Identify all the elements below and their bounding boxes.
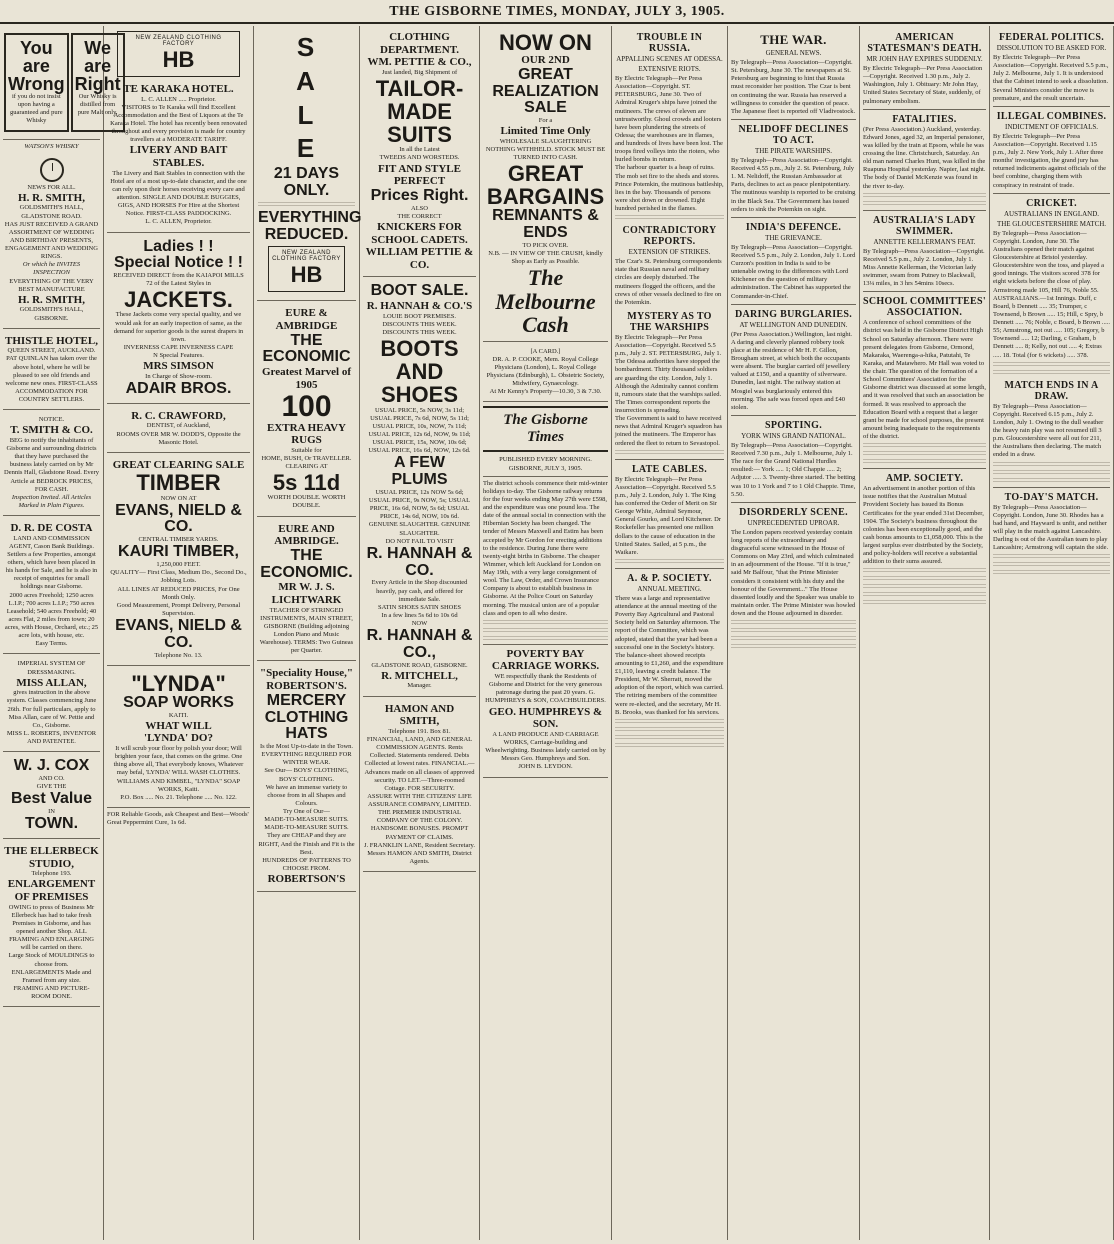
robertsons-name: ROBERTSON'S. [266, 680, 347, 693]
worth-double: WORTH DOUBLE. WORTH DOUBLE. [267, 494, 346, 510]
ellerbeck-studio-ad [3, 842, 100, 1007]
soap-works-heading: SOAP WORKS [123, 693, 234, 711]
selected-line: We have an immense variety to choose from in all Shapes and Colours. [265, 783, 348, 807]
lynda-do: 'LYNDA' DO? [144, 732, 213, 745]
rugs-use: HOME, BUSH, Or TRAVELLER. [261, 454, 352, 462]
newspaper-masthead: THE GISBORNE TIMES, MONDAY, JULY 3, 1905. [0, 0, 1114, 24]
ad-right-line1: We are [84, 38, 112, 76]
visit-body: Every Article in the Shop discounted heavily, pay cash, and offered for immediate Sale. [371, 579, 468, 603]
sporting-heading: SPORTING. [764, 419, 823, 431]
de-costa-body: LAND AND COMMISSION AGENT, Cason Bank Buildings. Settlers a few Properties, amongst others, which have been placed in his hands for Sale, and he is also in receipt of enquiries for small holdings near Gisborne. [5, 534, 98, 591]
column-3-advertisements [254, 26, 360, 1240]
thistle-hotel-ad [3, 332, 100, 411]
india-defence-heading: INDIA'S DEFENCE. [745, 221, 842, 233]
fit-style: FIT AND STYLE PERFECT [378, 162, 461, 188]
federal-politics-heading: FEDERAL POLITICS. [998, 32, 1105, 43]
disorderly-scene-heading: DISORDERLY SCENE. [739, 506, 848, 518]
received-direct: RECEIVED DIRECT from the KAIAPOI MILLS [113, 272, 244, 280]
kauri-heading: KAURI TIMBER, [118, 543, 239, 561]
cox-name: W. J. COX [13, 757, 90, 775]
jackets-body: These Jackets come very special quality, and we would ask for an early inspection of same, as the demand for superior goods is the surest drapers in town. [113, 311, 244, 343]
te-karaka-hotel-ad [107, 80, 250, 233]
hb-logo-label-2: NEW ZEALAND CLOTHING FACTORY [272, 250, 341, 263]
disorderly-scene-body: The London papers received yesterday contain long reports of the extraordinary and disgraceful scene witnessed in the House of Commons on May 23rd, and which culminated in an adjournment of the House. "If it is true," said Mr Balfour, "that the Prime Minister considers it consistent with his duty and the honour of the Government..." The House dissented loudly and the Speaker was unable to maintain order. The Prime Minister was howled down and the House adjourned in disorder. [731, 528, 856, 617]
cricket-body: By Telegraph—Press Association—Copyright. London, June 30. The Australians opened their match against Gloucestershire at Bristol yesterday. Gloucestershire won the toss, and played a good innings. The visitors scored 378 for eight wickets before the close of play. Armstrong made 105, Hill 76, Noble 55. [993, 229, 1105, 294]
clothing-heading: CLOTHING [264, 708, 349, 726]
what-will: WHAT WILL [145, 719, 212, 732]
lichtwark-name: MR W. J. S. LICHTWARK [271, 581, 342, 607]
poverty-bay-body: WE respectfully thank the Residents of Gisborne and District for the very generous patronage during the past 20 years. G. HUMPHREYS & SON, COACHBUILDERS. [485, 673, 606, 705]
thistle-address: QUEEN STREET, AUCKLAND. [7, 347, 96, 355]
news-for-all: NEWS FOR ALL. [27, 183, 76, 191]
great-heading-2: GREAT [507, 161, 584, 187]
hb-logo-label: NEW ZEALAND CLOTHING FACTORY [135, 35, 222, 47]
soap-location: KAITI. [168, 711, 189, 719]
department-heading: DEPARTMENT. [380, 43, 459, 56]
de-costa-ad [3, 519, 100, 654]
eure-ambridge: EURE & AMBRIDGE [275, 307, 338, 333]
column-1-advertisements [0, 26, 121, 1240]
usual-prices-1: USUAL PRICE, 5s NOW, 3s 11d; USUAL PRICE, 7s 6d, NOW, 5s 11d; USUAL PRICE, 10s, NOW, 7s 11d; USUAL PRICE, 12s 6d, NOW, 9s 11d; USUAL PRICE, 15s, NOW, 10s 6d; USUAL PRICE, 16s 6d, NOW, 12s 6d. [368, 406, 471, 455]
smith2-name: H. R. SMITH, [18, 293, 85, 306]
adair-jackets-ad [107, 236, 250, 404]
ad-left-line1: You are [19, 38, 53, 76]
mitchell-name: R. MITCHELL, [381, 669, 458, 682]
late-cables-body: By Electric Telegraph—Per Press Association—Copyright. Received 5.5 p.m., July 2. London, July 1. The King has conferred the Order of Merit on Sir George White, Admiral Seymour, General Gourko, and Lord Kitchener. Dr Rockefeller has presented one million dollars to the cause of education in the United States. Sailed, at 5 p.m., the Waikare. [615, 475, 721, 556]
adair-bros: ADAIR BROS. [125, 380, 232, 397]
pettie-name-2: WILLIAM PETTIE & CO. [365, 246, 474, 271]
sale-letter-e: E [296, 133, 317, 164]
smith-ad [3, 151, 100, 329]
editorial-body: The district schools commence their mid-winter holidays to-day. The Gisborne railway returns for the four weeks ending May 27th were £598, and the expenditure was one pound less. The date of the annual social in connection with the Hibernian Society has been changed. The tender of Messrs Maxwell and Estim has been accepted by Mr Gordon for erecting additions to the residence. During June there were twenty-eight births in Gisborne. The cheaper Wimmer, which left Auckland for London on May 19th, with a very large consignment of wool. The Law, Order, and Crown Insurance Company is about to establish business in Gisborne. At the Police Court on Saturday morning. The musical union are of a popular class and open to all who desire. [483, 479, 608, 617]
boot-sale-heading: BOOT SALE. [370, 282, 469, 300]
warships-body-2: The Government is said to have received news that Admiral Kruger's squadron has joined the mutineers. The Emperor has ordered the fleet to return to Sevastopol. [615, 415, 723, 447]
knickers-line: KNICKERS FOR SCHOOL CADETS. [371, 220, 468, 246]
ladies-heading: Ladies ! ! [143, 237, 214, 255]
karaka-title: TE KARAKA HOTEL. [123, 83, 234, 95]
hb-clothing-logo [117, 31, 240, 77]
smith2-pre: EVERYTHING OF THE VERY BEST MANUFACTURE [9, 277, 94, 293]
ap-society-heading: A. & P. SOCIETY. [627, 572, 712, 584]
limited-time: Limited Time Only [500, 125, 591, 138]
russia-body-2: The harbour quarter is a heap of ruins. The mob set fire to the sheds and stores. Prince Potemkin, the mutinous battleship, lies in the bay. Thousands of persons were shot down or drowned. Eight hundred perished in the flames. [615, 164, 724, 212]
notice-label: NOTICE. [38, 416, 65, 424]
todays-match-body: By Telegraph—Press Association—Copyright. London, June 30. Rhodes has a bad hand, and Hayward is unfit, and neither will play in the match against Lancashire. Darling is out of the Australian team to play Lancashire; Armstrong will captain the side. [993, 503, 1109, 552]
uptodate-line: Is the Most Up-to-date in the Town. [259, 743, 354, 751]
boots-shoes-heading: BOOTS AND SHOES [380, 336, 459, 408]
evans-nield-name-2: EVANS, NIELD & CO. [115, 617, 242, 651]
citizens-life: ASSURE WITH THE CITIZENS' LIFE ASSURANCE COMPANY, LIMITED. [367, 792, 472, 809]
clearing-at: CLEARING AT [285, 463, 328, 471]
correct-line: THE CORRECT [397, 212, 442, 220]
studio-body: OWING to press of Business Mr Ellerbeck has had to take fresh Premises in Gisborne, and has opened another Shop. ALL FRAMING AND ENLARGING will be carried on there. [8, 903, 95, 952]
speciality-house: "Speciality House," [260, 667, 353, 680]
livery-signature: L. C. ALLEN, Proprietor. [145, 218, 212, 226]
dressmaking-ad [3, 657, 100, 752]
robertsons-name-2: ROBERTSON'S [267, 873, 346, 886]
school-committees-heading: SCHOOL COMMITTEES' ASSOCIATION. [863, 296, 986, 319]
hamon-telephone: Telephone 191. Box 81. [388, 727, 451, 735]
russia-subheading-2: EXTENSIVE RIOTS. [638, 65, 701, 73]
livery-body: The Livery and Bait Stables in connection with the Hotel are of a most up-to-date character, and the one can rely upon their horses receiving every care and attention. SINGLE AND DOUBLE BUGGIES, GIGS, AND HORSES For Hire at the Shortest Notice. FIRST-CLASS PADDOCKING. [110, 169, 247, 218]
column-6-news [612, 26, 728, 1240]
russia-heading: TROUBLE IN RUSSIA. [636, 32, 703, 54]
humphreys-heading: GEO. HUMPHREYS & SON. [488, 705, 603, 731]
watsons-whisky-ad [3, 28, 121, 140]
grievance-subheading: THE GRIEVANCE. [765, 233, 822, 242]
column-9-news [990, 26, 1114, 1240]
crawford-sub: DENTIST, of Auckland, [146, 422, 211, 430]
smith-address: GOLDSMITH'S HALL, GLADSTONE ROAD. [19, 204, 84, 220]
amp-society-heading: AMP. SOCIETY. [885, 473, 964, 485]
hamon-agents: Messrs HAMON AND SMITH, District Agents. [367, 849, 472, 865]
indictment-subheading: INDICTMENT OF OFFICIALS. [1004, 122, 1099, 131]
allan-body: gives instruction in the above system. Classes commencing June 26th. For full particulars, apply to Miss Allan, care of W. Pettie and Co., Gisborne. [6, 689, 97, 729]
economic-heading: THE ECONOMIC [262, 331, 351, 366]
poverty-bay-carriage-ad [483, 644, 608, 778]
lady-swimmer-body: By Telegraph—Press Association—Copyright. Received 5.5 p.m., July 2. London, July 1. Miss Annette Kellerman, the Victorian lady swimmer, swam from Putney to Blackwall, 13¼ miles, in 3 hrs 54mins 10secs. [863, 247, 985, 288]
match-draw-body: By Telegraph—Press Association—Copyright. Received 6.15 p.m., July 2. London, July 1. Owing to the dull weather the heavy rain play was not resumed till 3 p.m. Gloucestershire were all out for 211, the Australians then declaring. The match ended in a draw. [993, 402, 1104, 459]
also-line: ALSO [411, 204, 428, 212]
made-heading: MADE [387, 99, 452, 125]
our-2nd: OUR 2ND [521, 54, 570, 67]
column-8-news [860, 26, 990, 1240]
sale-letter-s: S [296, 32, 317, 62]
discounts-line: DISCOUNTS THIS WEEK. DISCOUNTS THIS WEEK. [382, 321, 457, 337]
few-plums-heading: A FEW PLUMS [391, 454, 448, 489]
kellerman-subheading: ANNETTE KELLERMAN'S FEAT. [873, 237, 976, 246]
cox-sub: AND CO. [38, 775, 65, 783]
t-smith-title: T. SMITH & CO. [10, 424, 93, 437]
federal-politics-body: By Electric Telegraph—Per Press Association—Copyright. Received 5.5 p.m., July 2. Melbourne, July 1. It is understood that the Cabinet intend to seek a dissolution. Several Ministers consider the move is premature, and the result uncertain. [993, 54, 1109, 102]
illegal-combines-heading: ILLEGAL COMBINES. [996, 110, 1107, 122]
pirate-warships-subheading: THE PIRATE WARSHIPS. [754, 146, 833, 155]
sale-letter-a: A [296, 65, 317, 96]
clearing-sale-heading: GREAT CLEARING SALE [112, 458, 245, 471]
sporting-body: By Telegraph—Press Association—Copyright. Received 7.30 p.m., July 1. Melbourne, July 1. The race for the Grand National Hurdles resulted:— York ..... 1; Old Chappie ..... 2; Adjutor ..... 3. Twenty-three started. The betting was 10 to 1 York and 7 to 1 Old Chappie. Time, 5.50. [731, 441, 856, 498]
sale-letter-l: L [297, 99, 316, 130]
amp-society-body: An advertisement in another portion of this issue notifies that the Australian Mutual Provident Society has issued its Bonus Certificates for the year ended 31st December, 1904. The Society's business throughout the colonies has been exceptionally good, and the cash bonus amounts to £1,058,000. This is the largest surplus ever distributed by the Society, and policy-holders will receive a substantial addition to their sums assured. [863, 485, 984, 566]
hb-logo-mark-2: HB [290, 262, 323, 288]
rug-price: 5s 11d [272, 470, 341, 496]
evans-nield-name: EVANS, NIELD & CO. [115, 501, 242, 536]
sale-21-days-ad [257, 28, 362, 301]
crawford-dentist-ad [107, 407, 250, 453]
hannah-boot-sale-ad [363, 280, 476, 696]
roberts-line: MISS L. ROBERTS, INVENTOR AND PATENTEE. [6, 729, 97, 746]
special-notice-heading: Special Notice ! ! [114, 254, 243, 272]
strikes-subheading: EXTENSION OF STRIKES. [628, 248, 711, 257]
illegal-combines-body: By Electric Telegraph—Per Press Association—Copyright. Received 1.15 p.m., July 2. New York, July 1. After three months' investigation, the grand jury has returned indictments against officials of the beef combine, charging them with conspiracy in restraint of trade. [993, 132, 1107, 189]
match-draw-heading: MATCH ENDS IN A DRAW. [1004, 379, 1099, 402]
rugs-count: 100 [281, 389, 332, 423]
column-2-advertisements [104, 26, 254, 1240]
karaka-body: VISITORS to Te Karaka will find Excellent Accommodation and the Best of Liquors at the Te Karaka Hotel. The hotel has recently been renovated throughout and every provision is made for country travellers at a MODERATE TARIFF. [110, 103, 247, 144]
hannah-name-2: R. HANNAH & CO. [366, 544, 473, 579]
louie-premises: LOUIE BOOT PREMISES. [382, 312, 456, 320]
statesman-death-heading: AMERICAN STATESMAN'S DEATH. [867, 32, 982, 54]
now-label: NOW [411, 620, 428, 627]
simson-sub: In Charge of Show-room. [145, 372, 212, 380]
now-on-heading: NOW ON [499, 30, 592, 55]
fatalities-body: (Per Press Association.) Auckland, yesterday. Edward Jones, aged 32, an Imperial pensioner, was killed by the train at Epsom, while he was crossing the line. Christchurch, Saturday. An old man named Charles Hunt, was killed in the Ruapuna Hospital yesterday. Napier, last night. The body of Daniel McKenzie was found in the river to-day. [863, 125, 986, 190]
soap-po-box: P.O. Box ..... No. 21. Telephone ..... No. 122. [120, 793, 237, 801]
kauri-list: QUALITY— First Class, Medium Do., Second Do., Jobbing Lots. [110, 569, 247, 585]
great-heading: GREAT [518, 65, 573, 83]
war-heading: THE WAR. [760, 32, 827, 47]
hannah-name-3: R. HANNAH & CO., [366, 627, 473, 661]
extra-heavy-rugs: EXTRA HEAVY RUGS [267, 421, 346, 447]
genuine-slaughter: GENUINE SLAUGHTER. GENUINE SLAUGHTER. [368, 521, 471, 537]
thistle-body: PAT QUINLAN has taken over the above hotel, where he will be pleased to see old friends and welcome new ones. FIRST-CLASS ACCOMMODATION FOR COUNTRY SETTLERS. [5, 355, 98, 404]
editorial-date: GISBORNE, JULY 3, 1905. [508, 464, 583, 472]
nb-line: N.B. — IN VIEW OF THE CRUSH, kindly Shop as Early as Possible. [488, 250, 603, 266]
robertsons-ad [257, 664, 356, 891]
burglaries-subheading: AT WELLINGTON AND DUNEDIN. [739, 320, 848, 329]
premier-industrial: THE PREMIER INDUSTRIAL COMPANY OF THE COLONY. [376, 809, 463, 825]
fatalities-heading: FATALITIES. [892, 113, 957, 125]
timber-sale-ad [107, 456, 250, 666]
warships-body: By Electric Telegraph—Per Press Association—Copyright. Received 5.5 p.m., July 2. ST. PETERSBURG, July 1. The Odessa authorities have stopped the bombardment. Thirty thousand soldiers are guarding the city. London, July 1. Although the Admiralty cannot confirm it, rumours state that the warships sailed. The Times correspondent reports the insurrection is spreading. [615, 333, 722, 414]
simson-name: MRS SIMSON [143, 360, 214, 373]
hannah-address: GLADSTONE ROAD, GISBORNE. [371, 661, 468, 669]
inverness-line: INVERNESS CAPE INVERNESS CAPE [123, 343, 234, 351]
humphreys-body: A LAND PRODUCE AND CARRIAGE WORKS, Carriage-building and Wheelwrighting. Business lately carried on by Messrs Geo. Humphreys and Son. [485, 730, 606, 763]
late-cables-heading: LATE CABLES. [631, 463, 708, 475]
general-news-subheading: GENERAL NEWS. [765, 49, 822, 57]
contradictory-heading: CONTRADICTORY REPORTS. [622, 225, 717, 248]
doctor-address: At Mr Kenny's Property—10.30, 3 & 7.30. [489, 388, 602, 396]
mitchell-title: Manager. [407, 682, 432, 690]
cricket-heading: CRICKET. [1026, 197, 1077, 209]
eure-ambridge-2: EURE AND AMBRIDGE. [274, 522, 339, 548]
prices-right: Prices Right. [370, 186, 469, 204]
dressmaking-title: IMPERIAL SYSTEM OF DRESSMAKING. [17, 660, 86, 676]
evans-nield-telephone: Telephone No. 13. [154, 651, 203, 659]
pick-over: TO PICK OVER. [522, 242, 569, 250]
ad-left-line2: Wrong [8, 74, 65, 94]
latest-styles: 72 of the Latest Styles in [146, 280, 211, 288]
annual-meeting-subheading: ANNUAL MEETING. [637, 584, 702, 593]
hb-clothing-logo-2 [268, 246, 345, 292]
de-costa-tail: Easy Terms. [35, 640, 68, 648]
peppermint-cure-ad: FOR Reliable Goods, ask Cheapest and Best—Woods' Great Peppermint Cure, 1s 6d. [107, 810, 249, 827]
you-are-wrong-panel [4, 33, 69, 132]
t-smith-note: Inspection Invited. All Articles Marked in Plain Figures. [11, 493, 92, 509]
column-5-editorial [480, 26, 612, 1240]
column-7-news [728, 26, 860, 1240]
pettie-name: WM. PETTIE & CO., [367, 56, 472, 69]
school-committees-body: A conference of school committees of the district was held in the Gisborne District High School on Saturday afternoon. There were present delegates from Gisborne, Ormond, Makaraka, Waerenga-a-hika, Patutahi, Te Karaka, and Matawhero. Mr Hall was voted to the chair. The question of the formation of a School Committees' Association for the Gisborne district was discussed at some length, and it was resolved that such an association be formed. It was resolved to approach the Education Board with a request that a larger grant be made for school purposes, the present amount being inadequate to the requirements of the district. [863, 319, 986, 440]
card-label: [A CARD.] [530, 347, 561, 355]
days-only-heading: 21 DAYS ONLY. [273, 165, 340, 199]
burglaries-heading: DARING BURGLARIES. [734, 308, 853, 320]
cox-best-value: Best Value [11, 790, 92, 808]
gisborne-times-masthead: The Gisborne Times [483, 406, 608, 452]
hb-logo-mark: HB [162, 47, 195, 72]
de-costa-list: 2000 acres Freehold; 1250 acres L.I.P.; 700 acres L.I.P.; 750 acres Leasehold; 540 acres Freehold; 40 acres Flat, 2 miles from town; 20 acres, with House, Orchard, etc.; 25 acre lots, with house, etc. [4, 591, 99, 640]
russia-subheading: APPALLING SCENES AT ODESSA. [616, 55, 723, 63]
gloucestershire-subheading: THE GLOUCESTERSHIRE MATCH. [996, 219, 1107, 228]
crawford-body: ROOMS OVER MR W. DODD'S, Opposite the Masonic Hotel. [116, 430, 241, 446]
soap-body: It will scrub your floor by polish your door; Will brighten your face, that comes on the grime. One thing above all, That everybody knows, Whatever may befal, 'LYNDA' WILL WASH CLOTHES. [113, 745, 244, 777]
in-all-latest: In all the Latest [399, 146, 440, 154]
economic-lichtwark-ad [257, 520, 356, 662]
india-defence-body: By Telegraph—Press Association—Copyright. Received 5.5 p.m., July 2. London, July 1. Lord Curzon's position in India is said to be untenable owing to the differences with Lord Kitchener on the question of military administration. The Cabinet has supported the Commander-in-Chief. [731, 243, 856, 300]
cox-town: TOWN. [24, 815, 79, 833]
burglaries-body: (Per Press Association.) Wellington, last night. A daring and cleverly planned robbery took place at the residence of Mr H. F. Gillon, Brougham street, at which both the occupants were absent. The burglar carried off jewellery valued at £150, and a quantity of silverware. Dunedin, last night. The railway station at Mosgiel was burglariously entered this morning. The safe was forced open and £40 stolen. [731, 330, 853, 411]
bargains-heading: BARGAINS [486, 184, 605, 210]
ap-society-body: There was a large and representative attendance at the annual meeting of the Poverty Bay Agricultural and Pastoral Society held on Saturday afternoon. The report of the Committee, which was adopted, stated that the year had been a successful one in the Society's history. The balance-sheet showed receipts amounting to £1,260, and the expenditure £1,110, leaving a credit balance. The President, Mr W. Sherratt, moved the adoption of the report, which was carried. The retiring members of the committee were re-elected, and the secretary, Mr H. B. Brooks, was thanked for his services. [615, 594, 724, 716]
lane-secretary: J. FRANKLIN LANE, Resident Secretary. [364, 841, 475, 849]
poverty-bay-heading: POVERTY BAY CARRIAGE WORKS. [491, 647, 600, 673]
lady-swimmer-heading: AUSTRALIA'S LADY SWIMMER. [873, 214, 976, 237]
reduced-lines: ALL LINES AT REDUCED PRICES, For One Month Only. [117, 585, 240, 601]
usual-prices-2: USUAL PRICE, 12s NOW 5s 6d; USUAL PRICE, 9s NOW, 5s; USUAL PRICE, 16s 6d, NOW, 5s 6d; USUAL PRICE, 14s 6d, NOW, 10s 6d. [368, 488, 471, 521]
todays-match-heading: TO-DAY'S MATCH. [1004, 491, 1099, 503]
column-4-advertisements [360, 26, 480, 1240]
cricket-scorecard: AUSTRALIANS.—1st Innings. Duff, c Board, b Dennett ..... 35; Trumper, c Townsend, b Brown ..... 15; Hill, c Spry, b Dennett ..... 76; Noble, c Board, b Brown ..... 55; Armstrong, not out ..... 105; Gregory, b Townsend ..... 12; Darling, c Graham, b Dennett ..... 8; Kelly, not out ..... 4; Extras ..... 18. Total (for 6 wickets) ..... 378. [993, 294, 1110, 359]
special-features: N Special Features. [153, 352, 204, 360]
jackets-heading: JACKETS. [124, 287, 233, 313]
watsons-brand: WATSON'S WHISKY [24, 142, 79, 150]
kauri-quantity: 1,250,000 FEET. [156, 561, 201, 569]
cox-give: GIVE THE [36, 783, 67, 791]
mercery-heading: MERCERY [266, 691, 347, 709]
war-body: By Telegraph—Press Association—Copyright. St. Petersburg, June 30. The newspapers at St. Petersburg are beginning to hint that Russia must reconsider her position. The Czar is bent on continuing the war. Russia has reserved a willingness to consider the question of peace. The Japanese fleet is reported off Vladivostock. [731, 59, 856, 115]
cheap-line: They are CHEAP and they are RIGHT, And the Finish and Fit is the Best. [258, 832, 355, 856]
russia-body: By Electric Telegraph—Per Press Association—Copyright. ST. PETERSBURG, June 30. Two of Admiral Kruger's ships have joined the mutineers. The crews of eleven are untrustworthy. Ghoul crowds and looters have been plundering the streets of Odessa; the warehouses are in flames, and hundreds of lives have been lost. The troops fired volleys into the rioters, who hurled bombs in return. [615, 75, 723, 164]
pettie-clothing-ad [363, 28, 476, 277]
ad-right-body: Our Whisky is distilled from pure Malt only. [77, 93, 118, 117]
nelidoff-heading: NELIDOFF DECLINES TO ACT. [738, 123, 849, 146]
framing-line: FRAMING AND PICTURE-ROOM DONE. [13, 984, 90, 1001]
timber-now-on: NOW ON AT [160, 494, 197, 502]
lichtwark-body: TEACHER OF STRINGED INSTRUMENTS, MAIN STREET, GISBORNE (Building adjoining London Piano and Music Warehouse). TERMS: Two Guineas per Quarter. [259, 606, 354, 655]
mouldings-line: Large Stock of MOULDINGS to choose from. [8, 952, 95, 968]
contradictory-body: The Czar's St. Petersburg correspondents state that Russian naval and military circles are deeply disturbed. The mutineers flogged the officers, and the crews of other vessels declined to fire on the Potemkin. [615, 258, 722, 306]
allan-name: MISS ALLAN, [16, 676, 87, 689]
nothing-withheld: NOTHING WITHHELD. STOCK MUST BE TURNED INTO CASH. [485, 146, 606, 162]
lynda-soap-ad [107, 669, 250, 808]
economic-rugs-ad [257, 304, 356, 516]
just-landed: Just landed, Big Shipment of [381, 68, 458, 76]
winter-line: EVERYTHING REQUIRED FOR WINTER WEAR. [261, 751, 352, 767]
hats-heading: HATS [285, 725, 328, 743]
for-a: For a [538, 117, 553, 125]
studio-title: THE ELLERBECK STUDIO, [4, 844, 99, 870]
try-line: Try One of Our— [283, 808, 330, 816]
enlargement-heading: ENLARGEMENT OF PREMISES [7, 878, 96, 904]
doctor-card-ad [483, 345, 608, 403]
wholesale-line: WHOLESALE SLAUGHTERING [499, 137, 592, 145]
thistle-title: THISTLE HOTEL, [5, 334, 98, 347]
karaka-proprietor: L. C. ALLEN ..... Proprietor. [141, 95, 216, 103]
published-line: PUBLISHED EVERY MORNING. [499, 456, 592, 464]
rugs-suitable: Suitable for [291, 446, 322, 454]
leydon-signature: JOHN B. LEYDON. [518, 763, 573, 771]
timber-heading: TIMBER [136, 470, 221, 496]
handsome-bonuses: HANDSOME BONUSES. PROMPT PAYMENT OF CLAIMS. [370, 825, 469, 841]
cox-in: IN [48, 808, 55, 816]
melbourne-heading: Melbourne [495, 288, 596, 314]
hamon-body: FINANCIAL, LAND, AND GENERAL COMMISSION AGENTS. Rents Collected. Statements rendered. Debts Collected at lowest rates. FINANCIAL.—Advances made on all classes of approved security. TO LET.—Three-roomed Cottage. FOR SECURITY. [364, 736, 475, 792]
greatest-marvel: Greatest Marvel of 1905 [262, 366, 351, 391]
realization-sale: REALIZATION SALE [492, 82, 599, 117]
reduced-heading: REDUCED. [264, 225, 349, 243]
studio-telephone: Telephone 193. [31, 870, 72, 878]
cash-heading: Cash [522, 311, 569, 337]
economic-heading-2: THE ECONOMIC. [260, 546, 353, 581]
smith-body: HAS JUST RECEIVED A GRAND ASSORTMENT OF WEDDING AND BIRTHDAY PRESENTS, ENGAGEMENT AND WEDDING RINGS. [4, 220, 99, 261]
dissolution-subheading: DISSOLUTION TO BE ASKED FOR. [996, 44, 1107, 52]
uproar-subheading: UNPRECEDENTED UPROAR. [747, 518, 840, 527]
livery-title: LIVERY AND BAIT STABLES. [129, 144, 228, 170]
melbourne-cash-sale-ad [483, 28, 608, 342]
suits-heading: SUITS [387, 122, 452, 148]
crawford-name: R. C. CRAWFORD, [131, 409, 226, 422]
hamon-smith-ad [363, 700, 476, 872]
john-hay-subheading: MR JOHN HAY EXPIRES SUDDENLY. [866, 55, 983, 63]
the-heading: The [527, 265, 564, 291]
t-smith-ad [3, 413, 100, 516]
hannah-name: R. HANNAH & CO.'S [366, 300, 473, 313]
boys-clothing: See Our— BOYS' CLOTHING, BOYS' CLOTHING. [264, 767, 349, 783]
de-costa-title: D. R. DE COSTA [10, 522, 93, 535]
satin-price: In a few lines 5s 6d to 10s 6d [381, 611, 458, 619]
t-smith-body: BEG to notify the inhabitants of Gisborne and surrounding districts that they have purchased the business lately carried on by Mr Dennis Hall, Gladstone Road. Every Article at BEDROCK PRICES, FOR CASH. [4, 436, 99, 493]
nelidoff-body: By Telegraph—Press Association—Copyright. Received 4.55 p.m., July 2. St. Petersburg, July 1. M. Nelidoff, the Russian Ambassador at Paris, declines to act as peace plenipotentiary. The mutinous warship is reported to be cruising in the Black Sea. The Government has issued orders to sink the Potemkin on sight. [731, 156, 856, 213]
statesman-death-body: By Electric Telegraph—Per Press Association—Copyright. Received 1.30 p.m., July 2. Washington, July 1. Obituary: Mr John Hay, United States Secretary of State, suddenly, of pulmonary embolism. [863, 65, 983, 105]
ad-right-line2: Right [74, 74, 121, 94]
lynda-heading: "LYNDA" [131, 670, 226, 696]
cox-ad [3, 755, 100, 839]
doctor-body: DR. A. P. COOKE, Mem. Royal College Physicians (London), L. Royal College Physicians (Edinburgh), L. Obstetric Society, Midwifery, Gynaecology. [486, 355, 605, 388]
smith-name: H. R. SMITH, [18, 191, 85, 204]
do-not-fail: DO NOT FAIL TO VISIT [385, 537, 454, 545]
satin-shoes: SATIN SHOES SATIN SHOES [378, 603, 461, 611]
hamon-name: HAMON AND SMITH, [384, 702, 455, 728]
smith-tag: Or which he INVITES INSPECTION [22, 261, 81, 277]
enlargements-line: ENLARGEMENTS Made and Framed from any size. [11, 968, 92, 984]
warships-heading: MYSTERY AS TO THE WARSHIPS [627, 310, 712, 333]
everything-heading: EVERYTHING [258, 208, 362, 226]
ad-left-body: if you do not insist upon having a guaranteed and pure Whisky [9, 93, 63, 125]
made-to-measure: MADE-TO-MEASURE SUITS. MADE-TO-MEASURE SUITS. [264, 816, 349, 832]
tailor-heading: TAILOR- [375, 76, 464, 102]
smith2-address: GOLDSMITH'S HALL, GISBORNE. [19, 306, 84, 322]
soap-signature: WILLIAMS AND KIMBEL, "LYNDA" SOAP WORKS, Kaiti. [116, 777, 241, 793]
patterns-line: HUNDREDS OF PATTERNS TO CHOOSE FROM. [262, 856, 351, 872]
remnants-heading: REMNANTS & ENDS [492, 207, 599, 242]
clothing-heading-c4: CLOTHING [389, 31, 450, 43]
grand-national-subheading: YORK WINS GRAND NATIONAL. [741, 431, 846, 440]
measurement-line: Good Measurement, Prompt Delivery, Personal Supervision. [116, 601, 241, 617]
tweeds-line: TWEEDS AND WORSTEDS. [379, 154, 460, 162]
australians-subheading: AUSTRALIANS IN ENGLAND. [1003, 209, 1100, 218]
evans-nield-sub: CENTRAL TIMBER YARDS. [138, 536, 219, 544]
clock-icon [40, 158, 64, 182]
